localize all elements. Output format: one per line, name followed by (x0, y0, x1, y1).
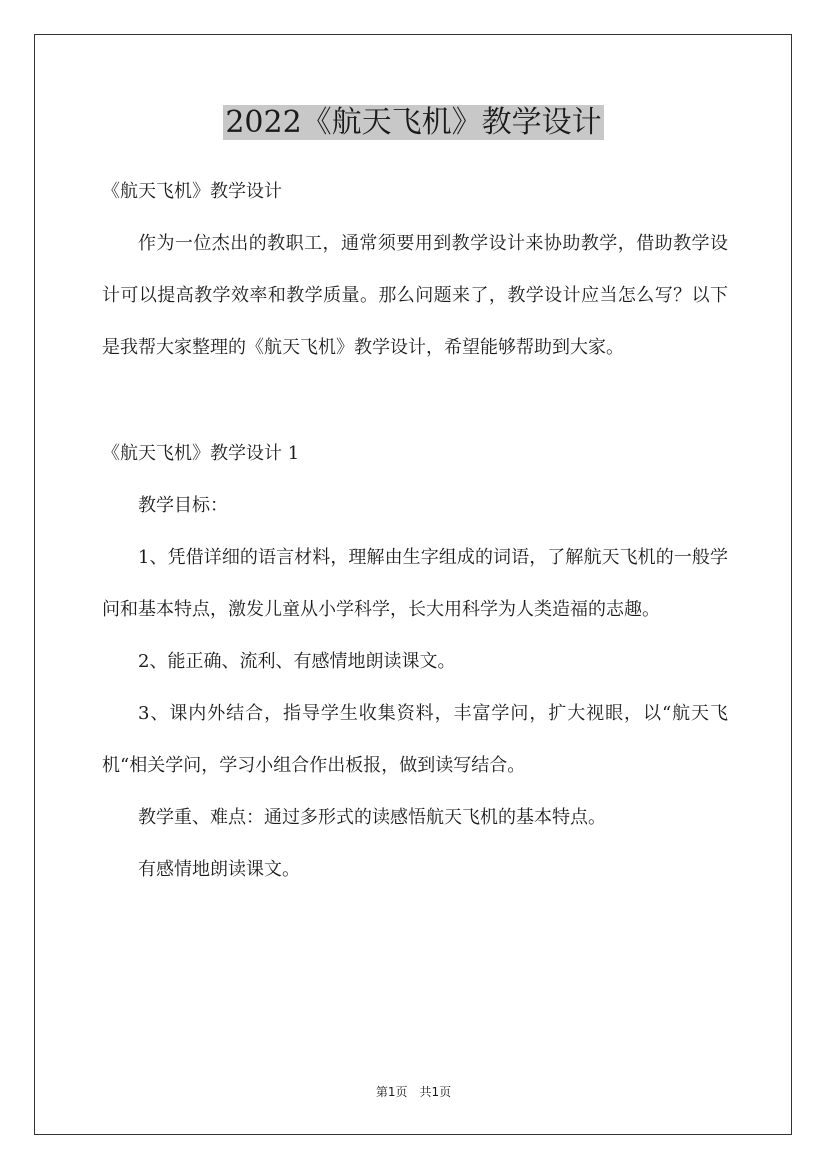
objective-2: 2、能正确、流利、有感情地朗读课文。 (138, 651, 456, 672)
intro-paragraph: 作为一位杰出的教职工，通常须要用到教学设计来协助教学，借助教学设计可以提高教学效率和教学质量。那么问题来了，教学设计应当怎么写？以下是我帮大家整理的《航天飞机》教学设计，希望能够帮助到大家。 (102, 233, 728, 358)
document-title (0, 104, 827, 142)
page-footer (0, 1084, 827, 1100)
objective-3: 3、课内外结合，指导学生收集资料，丰富学问，扩大视眼，以“航天飞机“相关学问，学习小组合作出板报，做到读写结合。 (102, 703, 728, 776)
objectives-heading: 教学目标： (138, 495, 228, 516)
section-title: 《航天飞机》教学设计 1 (102, 443, 300, 464)
page-total: 共1页 (419, 1085, 452, 1099)
key-points: 教学重、难点：通过多形式的读感悟航天飞机的基本特点。 (138, 807, 606, 828)
difficult-points: 有感情地朗读课文。 (138, 859, 300, 880)
document-body (102, 178, 728, 896)
objective-1: 1、凭借详细的语言材料，理解由生字组成的词语，了解航天飞机的一般学问和基本特点，激发儿童从小学科学，长大用科学为人类造福的志趣。 (102, 547, 728, 620)
page-number: 第1页 (375, 1085, 408, 1099)
document-title-text: 2022《航天飞机》教学设计 (225, 105, 602, 140)
document-subtitle: 《航天飞机》教学设计 (102, 181, 282, 202)
